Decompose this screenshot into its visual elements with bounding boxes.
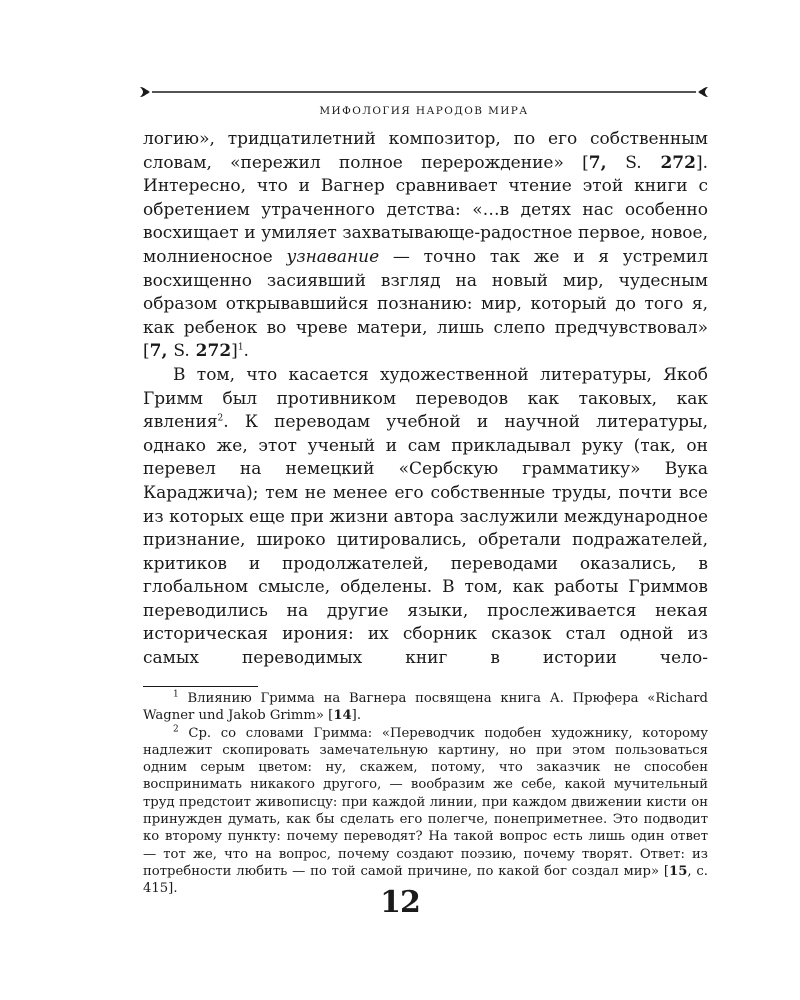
footnote-1: $^1$ Влиянию Гримма на Вагнера посвящена книга А. Прюфера «Richard Wagner und Jakob Grimm» [14]. — [143, 689, 708, 724]
footnote-2: $^2$ Ср. со словами Гримма: «Переводчик подобен художнику, которому надлежит скопировать замечательную картину, но при этом пользоваться одним серым цветом: ну, скажем, потому, что заказчик не способен воспринимать никакого другого, — вообразим же себе, какой мучительный труд предстоит живописцу: при каждой линии, при каждом движении кисти он принужден думать, как бы сделать его полегче, понеприметнее. Это подводит ко второму пункту: почему переводят? На такой вопрос есть лишь один ответ — тот же, что на вопрос, почему создают поэзию, почему творят. Ответ: из потребности любить — по той самой причине, по какой бог создал мир» [15, с. 415]. — [143, 724, 708, 897]
running-title: МИФОЛОГИЯ НАРОДОВ МИРА — [319, 105, 529, 117]
footnotes — [143, 690, 708, 898]
main-text — [143, 128, 708, 671]
paragraph-1: логию», тридцатилетний композитор, по его собственным словам, «пережил полное перерождение» [7, S. 272]. Интересно, что и Вагнер сравнивает чтение этой книги с обретением утраченного детства: «…в детях нас особенно восхищает и умиляет захватывающе-радостное первое, новое, молниеносное узнавание — точно так же и я устремил восхищенно засиявший взгляд на новый мир, чудесным образом открывавшийся познанию: мир, который до того я, как ребенок во чреве матери, лишь слепо предчувствовал» [7, S. 272]$^1$. — [143, 129, 709, 362]
emphasis: узнавание — [286, 246, 380, 267]
footnote-ref-2: 2 — [217, 413, 224, 424]
footnote-divider — [143, 686, 258, 687]
ornamental-rule-icon — [138, 84, 710, 100]
footnote-ref-1: 1 — [237, 342, 244, 353]
page-number: 12 — [380, 885, 420, 920]
paragraph-2: В том, что касается художественной литературы, Якоб Гримм был противником переводов как таковых, как явления$^2$. К переводам учебной и научной литературы, однако же, этот ученый и сам прикладывал руку (так, он перевел на немецкий «Сербскую грамматику» Вука Караджича); тем не менее его собственные труды, почти все из которых еще при жизни автора заслужили международное признание, широко цитировались, обретали подражателей, критиков и продолжателей, переводами оказались, в глобальном смысле, обделены. В том, как работы Гриммов переводились на другие языки, прослеживается некая историческая ирония: их сборник сказок стал одной из самых переводимых книг в истории чело- — [143, 364, 708, 669]
ornamental-rule — [138, 84, 710, 100]
